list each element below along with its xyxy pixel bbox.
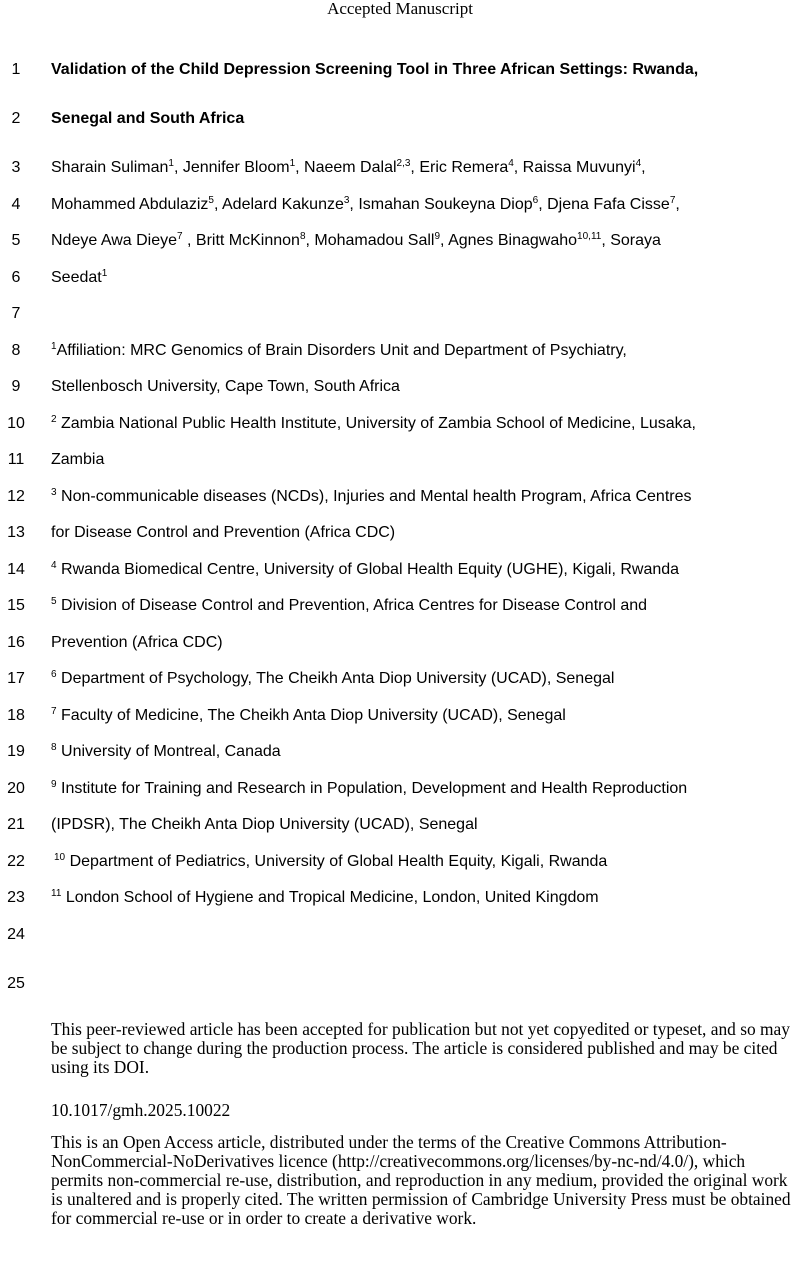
author-list-line-2: Mohammed Abdulaziz$^5$, Adelard Kakunze$^3$, Ismahan Soukeyna Diop$^6$, Djena Fafa Cisse$^7$, (51, 195, 680, 213)
author-list-line-4: Seedat$^1$ (51, 268, 108, 286)
author-list-line-1: Sharain Suliman$^1$, Jennifer Bloom$^1$, Naeem Dalal$^{2,3}$, Eric Remera$^4$, Raissa Muvunyi$^4$, (51, 158, 646, 176)
line-number: 3 (11, 159, 21, 176)
affiliation-2: $^2$ Zambia National Public Health Institute, University of Zambia School of Medicine, Lusaka, (51, 414, 696, 432)
doi: 10.1017/gmh.2025.10022 (51, 1100, 231, 1120)
line-number: 11 (7, 451, 25, 468)
affiliation-3-cont: for Disease Control and Prevention (Africa CDC) (51, 524, 396, 541)
affiliation-4: $^4$ Rwanda Biomedical Centre, University of Global Health Equity (UGHE), Kigali, Rwanda (51, 560, 680, 578)
paper-title-line-1: Validation of the Child Depression Screening Tool in Three African Settings: Rwanda, (51, 61, 699, 78)
line-number: 2 (11, 110, 21, 127)
line-number: 20 (7, 780, 25, 797)
line-number: 14 (7, 561, 25, 578)
affiliation-11: $^{11}$ London School of Hygiene and Tropical Medicine, London, United Kingdom (51, 888, 599, 906)
running-header: Accepted Manuscript (327, 0, 473, 18)
affiliation-2-cont: Zambia (51, 451, 105, 468)
line-number: 16 (7, 634, 25, 651)
affiliation-1-cont: Stellenbosch University, Cape Town, South Africa (51, 378, 400, 395)
line-number: 7 (11, 305, 21, 322)
line-number: 12 (7, 488, 25, 505)
line-number: 15 (7, 597, 25, 614)
line-number: 17 (7, 670, 25, 687)
line-number: 8 (11, 342, 21, 359)
affiliation-10: $^{10}$ Department of Pediatrics, University of Global Health Equity, Kigali, Rwanda (54, 852, 608, 870)
author-list-line-3: Ndeye Awa Dieye$^7$ , Britt McKinnon$^8$, Mohamadou Sall$^9$, Agnes Binagwaho$^{10,11}$, Soraya (51, 231, 661, 249)
affiliation-5-cont: Prevention (Africa CDC) (51, 634, 223, 651)
line-number: 23 (7, 889, 25, 906)
affiliation-5: $^5$ Division of Disease Control and Prevention, Africa Centres for Disease Control and (51, 596, 648, 614)
line-number: 10 (7, 415, 25, 432)
license-notice: This is an Open Access article, distributed under the terms of the Creative Commons Attribution-NonCommercial-NoDerivatives licence (http://creativecommons.org/licenses/by-nc-nd/4.0/), which permits non-commercial re-use, distribution, and reproduction in any medium, provided the original work is unaltered and is properly cited. The written permission of Cambridge University Press must be obtained for commercial re-use or in order to create a derivative work. (51, 1132, 791, 1228)
line-number: 6 (11, 269, 21, 286)
affiliation-8: $^8$ University of Montreal, Canada (51, 742, 281, 760)
line-number: 1 (11, 61, 21, 78)
line-number: 24 (7, 926, 25, 943)
line-number: 22 (7, 853, 25, 870)
affiliation-1: $^1$Affiliation: MRC Genomics of Brain Disorders Unit and Department of Psychiatry, (51, 341, 627, 359)
line-number: 25 (7, 975, 25, 992)
affiliation-6: $^6$ Department of Psychology, The Cheikh Anta Diop University (UCAD), Senegal (51, 669, 615, 687)
line-number: 13 (7, 524, 25, 541)
line-number: 9 (11, 378, 21, 395)
line-number: 19 (7, 743, 25, 760)
line-number: 18 (7, 707, 25, 724)
paper-title-line-2: Senegal and South Africa (51, 110, 245, 127)
affiliation-7: $^7$ Faculty of Medicine, The Cheikh Anta Diop University (UCAD), Senegal (51, 706, 566, 724)
line-number: 4 (11, 196, 21, 213)
affiliation-9-cont: (IPDSR), The Cheikh Anta Diop University (UCAD), Senegal (51, 816, 478, 833)
acceptance-notice: This peer-reviewed article has been accepted for publication but not yet copyedited or typeset, and so may be subject to change during the production process. The article is considered published and may be cited using its DOI. (51, 1019, 790, 1077)
affiliation-9: $^9$ Institute for Training and Research in Population, Development and Health Reproduction (51, 779, 688, 797)
line-number: 21 (7, 816, 25, 833)
affiliation-3: $^3$ Non-communicable diseases (NCDs), Injuries and Mental health Program, Africa Centres (51, 487, 692, 505)
line-number: 5 (11, 232, 21, 249)
